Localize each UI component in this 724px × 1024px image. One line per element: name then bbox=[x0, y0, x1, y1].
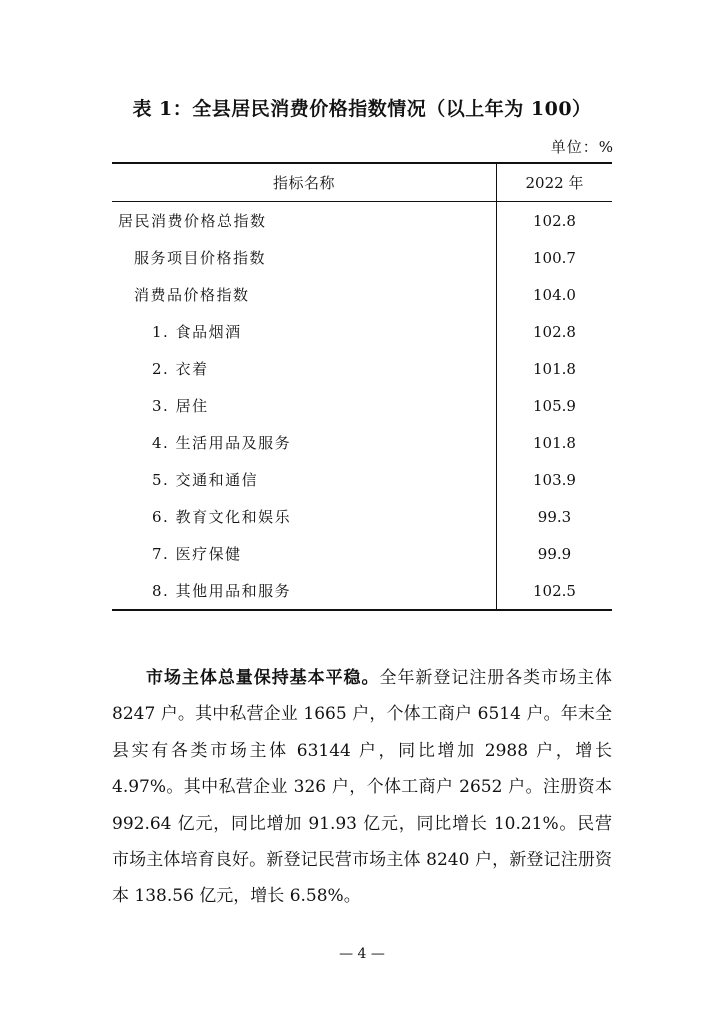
paragraph-lead: 市场主体总量保持基本平稳。 bbox=[146, 668, 380, 688]
paragraph-body: 全年新登记注册各类市场主体 8247 户。其中私营企业 1665 户，个体工商户 6514 户。年末全县实有各类市场主体 63144 户，同比增加 2988 户，增长 4.97%。其中私营企业 326 户，个体工商户 2652 户。注册资本 992.64 亿元，同比增加 91.93 亿元，同比增长 10.21%。民营市场主体培育良好。新登记民营市场主体 8240 户，新登记注册资本 138.56 亿元，增长 6.58%。 bbox=[112, 668, 613, 907]
table-row bbox=[112, 239, 612, 276]
body-paragraph-block bbox=[112, 660, 612, 915]
table-row bbox=[112, 350, 612, 387]
row-name: 4. 生活用品及服务 bbox=[112, 424, 497, 461]
header-indicator-name: 指标名称 bbox=[112, 163, 497, 202]
table-row bbox=[112, 387, 612, 424]
row-name: 6. 教育文化和娱乐 bbox=[112, 498, 497, 535]
body-paragraph bbox=[112, 660, 612, 915]
row-value: 103.9 bbox=[533, 470, 576, 489]
row-name: 服务项目价格指数 bbox=[112, 239, 497, 276]
row-name: 7. 医疗保健 bbox=[112, 535, 497, 572]
table-row bbox=[112, 572, 612, 610]
table-row bbox=[112, 313, 612, 350]
row-value: 101.8 bbox=[533, 433, 576, 452]
table-row bbox=[112, 202, 612, 240]
row-value: 101.8 bbox=[533, 359, 576, 378]
row-value: 99.3 bbox=[537, 507, 572, 526]
table-row bbox=[112, 461, 612, 498]
row-name: 3. 居住 bbox=[112, 387, 497, 424]
row-name: 1. 食品烟酒 bbox=[112, 313, 497, 350]
row-value: 104.0 bbox=[533, 285, 576, 304]
table-header-row bbox=[112, 163, 612, 202]
row-name: 8. 其他用品和服务 bbox=[112, 572, 497, 610]
row-name: 消费品价格指数 bbox=[112, 276, 497, 313]
row-value: 102.8 bbox=[533, 322, 576, 341]
row-value: 99.9 bbox=[537, 544, 572, 563]
row-name: 2. 衣着 bbox=[112, 350, 497, 387]
row-value: 100.7 bbox=[533, 248, 576, 267]
row-value: 105.9 bbox=[533, 396, 576, 415]
row-name: 5. 交通和通信 bbox=[112, 461, 497, 498]
row-value: 102.8 bbox=[533, 211, 576, 230]
header-year: 2022 年 bbox=[497, 163, 613, 202]
price-index-table bbox=[112, 162, 612, 611]
page-number: — 4 — bbox=[339, 946, 385, 962]
table-title: 表 1：全县居民消费价格指数情况（以上年为 100） bbox=[132, 98, 592, 120]
table-row bbox=[112, 498, 612, 535]
table-row bbox=[112, 535, 612, 572]
table-row bbox=[112, 276, 612, 313]
table-row bbox=[112, 424, 612, 461]
row-name: 居民消费价格总指数 bbox=[112, 202, 497, 240]
unit-label: 单位：% bbox=[550, 138, 614, 156]
row-value: 102.5 bbox=[497, 572, 613, 610]
